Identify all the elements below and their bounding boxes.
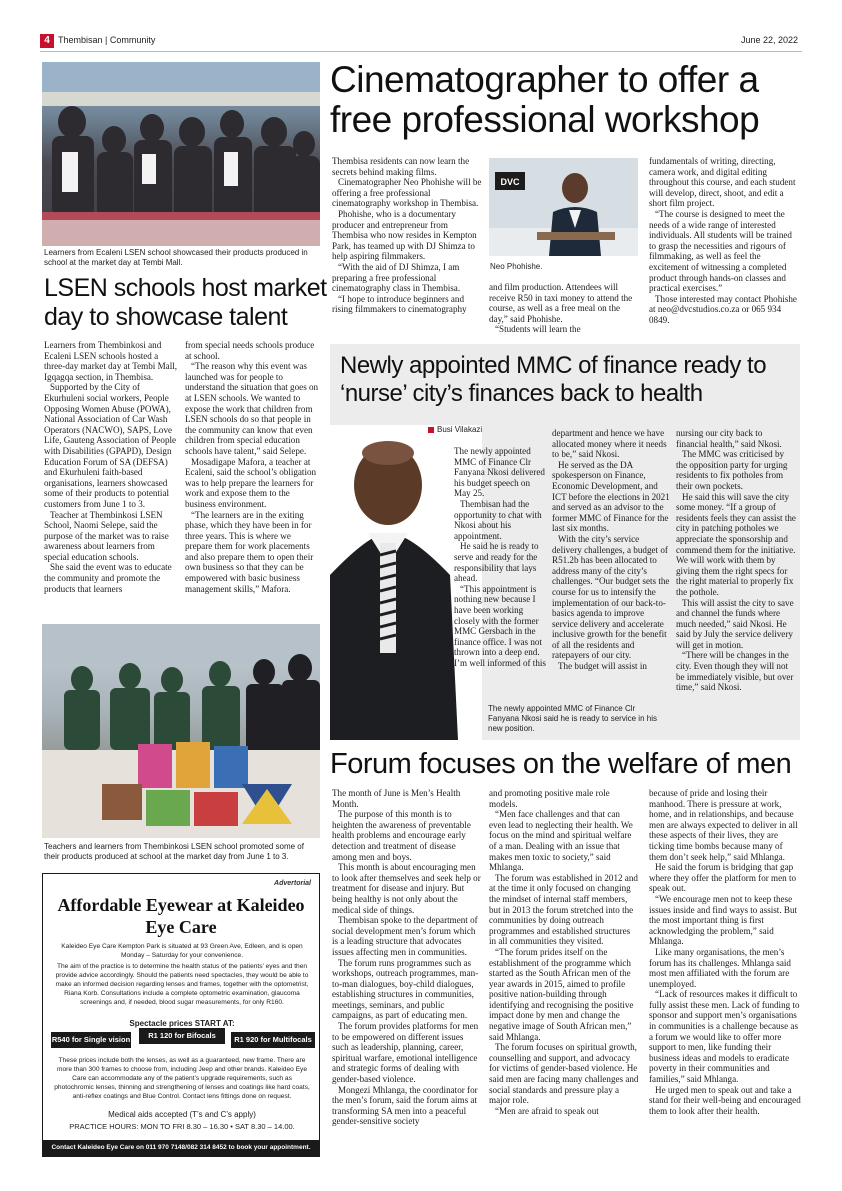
paragraph: from special needs schools produce at school. [185, 340, 315, 361]
paragraph: He said the forum is bridging that gap where they offer the platform for men to speak out. [649, 862, 797, 894]
lsen-column-1 [44, 340, 178, 594]
paragraph: The forum focuses on spiritual growth, counselling and support, and advocacy for victims of gender-based violence. He said men are facing many challenges and social standards and pressure play a major role. [489, 1042, 639, 1106]
cinema-headline: Cinematographer to offer a free professional workshop [330, 59, 760, 140]
paragraph: Phohishe, who is a documentary producer and entrepreneur from Thembisa who now resides in Kempton Park, has teamed up with DJ Shimza to help aspiring filmmakers. [332, 208, 477, 262]
paragraph: He urged men to speak out and take a stand for their well-being and encouraged them to look after their health. [649, 1084, 801, 1116]
paragraph: This month is about encouraging men to look after themselves and seek help or treatment for disease and injury. But being healthy is not only about the medical side of things. [332, 862, 481, 915]
lsen-column-2 [185, 340, 320, 594]
paragraph: “The reason why this event was launched was for people to understand the situation that goes on at LSEN schools. We wanted to expose the work that children from LSEN schools do so that people in the community can know that even children from special education schools have talent,” said Selepe. [185, 361, 319, 456]
advert-intro: Kaleideo Eye Care Kempton Park is situated at 93 Green Ave, Edleen, and is open Monday – Saturday for your convenience. [61, 943, 303, 959]
paragraph: department and hence we have allocated money where it needs to be,” said Nkosi. [552, 428, 667, 460]
price-single-vision: R540 for Single vision [51, 1032, 131, 1048]
cinema-column-3 [649, 156, 801, 326]
cinema-column-1 [332, 156, 482, 315]
paragraph: “This appointment is nothing new because I have been working closely with the former MMC Gersbach in the finance office. I was not thrown into a deep end. I’m well informed of this [454, 583, 546, 668]
neo-photo-caption: Neo Phohishe. [490, 262, 543, 271]
paragraph: The forum runs programmes such as workshops, outreach programmes, man-to-man dialogues, boy-child dialogues, establishing structures in communities, meetings, seminars, and public campaigns, as part of educating men. [332, 957, 479, 1021]
forum-column-1 [332, 788, 482, 1127]
paragraph: “The learners are in the exiting phase, which they have been in for three years. This is where we prepare them for work placements and also prepare them to open their own business so that they can be empowered with basic business management skills,” Mafora. [185, 509, 314, 594]
medical-aids-note: Medical aids accepted (T’s and C’s apply) [108, 1110, 256, 1119]
mmc-byline: Busi Vilakazi [437, 425, 483, 434]
paragraph: The forum was established in 2012 and at the time it only focused on changing the mindset of internal staff members, but in 2013 the forum stretched into the communities by doing outreach programmes and established structures in all communities they visited. [489, 872, 638, 947]
practice-hours: PRACTICE HOURS: MON TO FRI 8.30 – 16.30 • SAT 8.30 – 14.00. [69, 1122, 295, 1131]
paragraph: Those interested may contact Phohishe at neo@dvcstudios.co.za or 065 934 0849. [649, 293, 797, 325]
mmc-photo-caption: The newly appointed MMC of Finance Clr Fanyana Nkosi said he is ready to service in his new position. [488, 704, 657, 733]
paragraph: The forum provides platforms for men to be empowered on different issues such as leadership, planning, career, spiritual warfare, emotional intelligence and strategic forms of dealing with gender-based violence. [332, 1021, 479, 1085]
paragraph: Thembisan spoke to the department of social development men’s forum which is a leading structure that advocates issues affecting men in communities. [332, 915, 478, 957]
paragraph: Supported by the City of Ekurhuleni social workers, People Opposing Women Abuse (POWA), National Association of Car Wash Operators (NACWO), SAPS, Love Life, Gauteng Association of People with Disabilities (GPAPD), Design Education Forum of SA (DEFSA) and Ekurhuleni faith-based organisations, learners showcased some of their products to potential customers from June 1 to 3. [44, 382, 177, 509]
advertorial-tag: Advertorial [274, 880, 311, 887]
paragraph: “With the aid of DJ Shimza, I am preparing a free professional cinematography class in Thembisa. [332, 261, 461, 294]
paragraph: The purpose of this month is to heighten the awareness of preventable health problems and encourage early detection and treatment of disease among men and boys. [332, 809, 471, 862]
advert-title: Affordable Eyewear at Kaleideo Eye Care [57, 895, 305, 937]
neo-phohishe-photo [489, 158, 638, 256]
advert-body: The aim of the practice is to determine the health status of the patients’ eyes and then provide advice accordingly. Should the patients need spectacles, they would be able to make an informed decision regarding lenses and frames, together with the optometrist, Riana Korb. Consultations include a complete optometric examination, glaucoma screenings and, if needed, blood sugar measurements, for only R160. [55, 963, 309, 1006]
paragraph: “Men are afraid to speak out [495, 1105, 599, 1116]
issue-date: June 22, 2022 [740, 35, 798, 45]
paragraph: The newly appointed MMC of Finance Clr Fanyana Nkosi delivered his budget speech on May 25. [454, 446, 545, 499]
paragraph: With the city’s service delivery challenges, a budget of R51.2b has been allocated to address many of the city’s challenges. “Our budget sets the course for us to intensify the implementation of our back-to-basics agenda to improve service delivery and accelerate inclusive growth for the benefit of all the residents and ratepayers of our city. [552, 533, 670, 661]
paragraph: He served as the DA spokesperson on Finance, Economic Development, and ICT before the elections in 2021 and served as an advisor to the former MMC of Finance for the last six months. [552, 459, 670, 534]
forum-column-2 [489, 788, 639, 1116]
paragraph: Mosadigape Mafora, a teacher at Ecaleni, said the school’s obligation was to help prepare the learners for work and expose them to the business environment. [185, 456, 317, 509]
paragraph: Teacher at Thembinkosi LSEN School, Naomi Selepe, said the purpose of the market was to raise awareness about learners from special education schools. [44, 509, 169, 562]
paragraph: because of pride and losing their manhood. There is pressure at work, home, and in relationships, and because men are always expected to deliver in all these aspects of their lives, they are ticking time bombs because many of them don’t seek help,” said Mhlanga. [649, 788, 798, 862]
forum-column-3 [649, 788, 801, 1116]
photo2-caption: Teachers and learners from Thembinkosi LSEN school promoted some of their products produced at school at the market day from June 1 to 3. [44, 842, 304, 861]
advert-details: These prices include both the lenses, as well as a guaranteed, new frame. There are more than 300 frames to choose from, including Jeep and other brands. Kaleideo Eye Care can accommodate any of the patient’s upgrade requirements, such as photochromic lenses, thinning and strengthening of lenses and coatings like hard coats, anti-reflex coatings and Blue Control. Contact lens fittings done on request. [54, 1057, 310, 1100]
paragraph: “There will be changes in the city. Even though they will not be immediately visible, but over time,” said Nkosi. [676, 650, 794, 693]
paragraph: Mongezi Mhlanga, the coordinator for the men’s forum, said the forum aims at transforming SA men into a peaceful gender-sensitive society [332, 1084, 478, 1127]
eyewear-advert [42, 873, 320, 1157]
paragraph: fundamentals of writing, directing, camera work, and digital editing throughout this course, and each student will develop, direct, shoot, and edit a short film project. [649, 156, 796, 209]
teachers-learners-photo [42, 624, 320, 838]
paragraph: “Students will learn the [495, 324, 581, 335]
paragraph: He said he is ready to serve and ready for the responsibility that lays ahead. [454, 541, 539, 584]
photo1-caption: Learners from Ecaleni LSEN school showcased their products produced in school at the market day at Tembi Mall. [44, 248, 308, 267]
paragraph: “I hope to introduce beginners and rising filmmakers to cinematography [332, 293, 467, 315]
studio-logo-text: DVC [500, 177, 520, 187]
paragraph: “We encourage men not to keep these issues inside and find ways to assist. But the most important thing is first acknowledging the problem,” said Mhlanga. [649, 893, 798, 947]
paragraph: He said this will save the city some money. “If a group of residents feels they can assist the city in patching potholes we appreciate the sponsorship and commend them for the initiative. We will work with them by giving them the right specs for the right material to properly fix the pothole. [676, 491, 796, 597]
page-number: 4 [40, 34, 54, 48]
paragraph: The budget will assist in [558, 661, 647, 672]
paragraph: The MMC was criticised by the opposition party for urging residents to fix potholes from their own pockets. [676, 449, 788, 491]
paragraph: Thembisan had the opportunity to chat with Nkosi about his appointment. [454, 498, 542, 541]
section-label: Thembisan | Community [58, 35, 156, 45]
paragraph: and film production. Attendees will receive R50 in taxi money to attend the course, as well as a free meal on the day,” said Phohishe. [489, 282, 633, 324]
forum-headline: Forum focuses on the welfare of men [330, 748, 792, 780]
mmc-headline: Newly appointed MMC of finance ready to ‘nurse’ city’s finances back to health [340, 352, 767, 407]
price-bifocals: R1 120 for Bifocals [139, 1028, 225, 1044]
header-divider [40, 51, 802, 52]
paragraph: “The course is designed to meet the needs of a wide range of interested individuals. All students will be trained to grasp the necessities and rigours of filmmaking, as well as feel the excitement of witnessing a completed product through hands-on classes and practical exercises.” [649, 208, 792, 294]
mmc-column-1 [454, 446, 546, 668]
mmc-column-2 [552, 428, 670, 672]
paragraph: This will assist the city to save and channel the funds where much needed,” said Nkosi. He said by July the service delivery will get in motion. [676, 597, 794, 650]
paragraph: “Lack of resources makes it difficult to fully assist these men. Lack of funding to sponsor and support men’s organisations in communities is a challenge because as a forum we would like to offer more support to men, like funding their business ideas and models to eradicate poverty in their communities and families,” said Mhlanga. [649, 989, 800, 1085]
paragraph: “Men face challenges and that can even lead to neglecting their health. We focus on the mind and spiritual welfare of a man. Dealing with an issue that makes men toxic to society,” said Mhlanga. [489, 809, 633, 873]
paragraph: Learners from Thembinkosi and Ecaleni LSEN schools hosted a three-day market day at Tembi Mall, Igqagqa section, in Thembisa. [44, 340, 178, 382]
lsen-headline: LSEN schools host market day to showcase talent [44, 274, 327, 331]
paragraph: “The forum prides itself on the establishment of the programme which started as the South African men of the year awards in 2015, aimed to profile positive nation-building through identifying and recognising the positive impact done by men and change the negative image of South African men,” said Mhlanga. [489, 946, 634, 1042]
paragraph: Thembisa residents can now learn the secrets behind making films. [332, 156, 470, 177]
mmc-column-3 [676, 428, 796, 693]
byline-marker [428, 427, 434, 433]
price-multifocals: R1 920 for Multifocals [231, 1032, 315, 1048]
cinema-column-2 [489, 282, 639, 335]
paragraph: Cinematographer Neo Phohishe will be offering a free professional cinematography workshop in Thembisa. [332, 177, 482, 209]
paragraph: She said the event was to educate the community and promote the products that learners [44, 562, 172, 594]
paragraph: The month of June is Men’s Health Month. [332, 788, 461, 809]
market-day-photo [42, 62, 320, 246]
paragraph: and promoting positive male role models. [489, 788, 610, 809]
paragraph: nursing our city back to financial health,” said Nkosi. [676, 428, 782, 449]
paragraph: Like many organisations, the men’s forum has its challenges. Mhlanga said most men affiliated with the forum are unemployed. [649, 946, 791, 989]
advert-contact-bar: Contact Kaleideo Eye Care on 011 970 7148/082 314 8452 to book your appointment. [43, 1140, 319, 1156]
advert-prices-heading: Spectacle prices START AT: [129, 1019, 235, 1028]
